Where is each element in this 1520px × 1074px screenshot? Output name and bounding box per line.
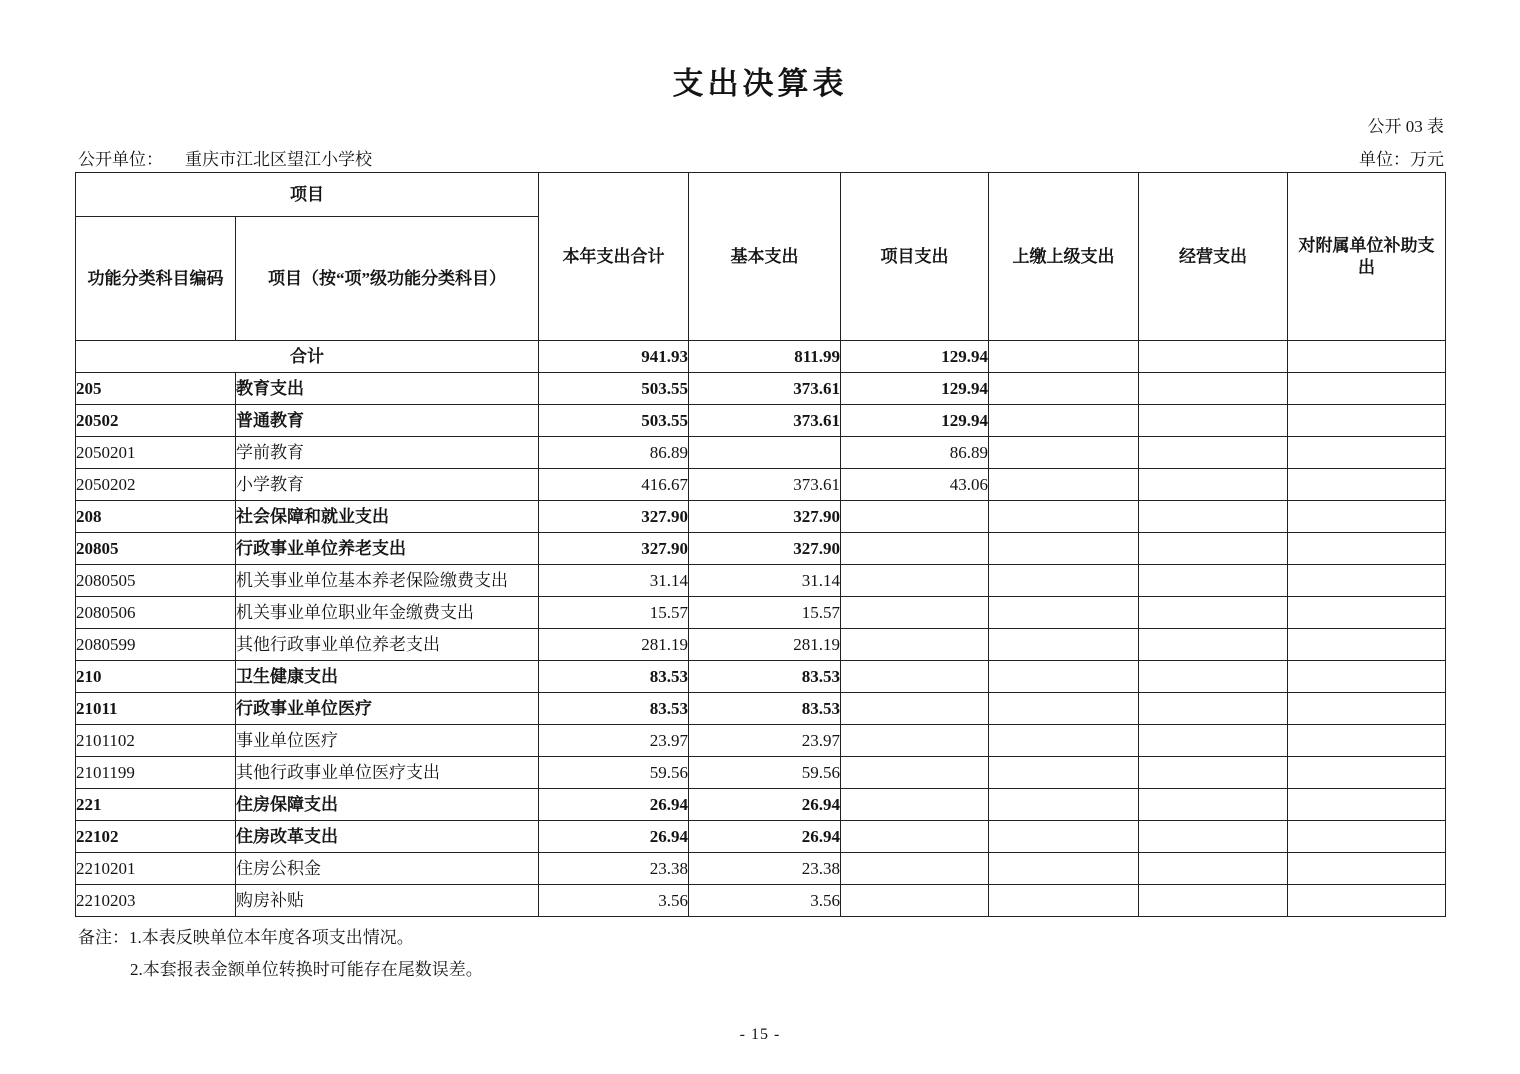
- row-value-cell: 327.90: [689, 501, 841, 533]
- note-line-1: 备注：1.本表反映单位本年度各项支出情况。: [78, 928, 414, 947]
- row-value-cell: 327.90: [539, 533, 689, 565]
- row-value-cell: [1139, 853, 1288, 885]
- row-value-cell: [1139, 757, 1288, 789]
- expenditure-table: [75, 172, 1446, 917]
- row-value-cell: [989, 405, 1139, 437]
- row-value-cell: 23.38: [689, 853, 841, 885]
- row-value-cell: [841, 693, 989, 725]
- row-value-cell: 15.57: [539, 597, 689, 629]
- header-col-name: 项目（按“项”级功能分类科目）: [236, 217, 539, 341]
- row-value-cell: [1139, 341, 1288, 373]
- row-value-cell: [1139, 693, 1288, 725]
- row-value-cell: 373.61: [689, 405, 841, 437]
- row-value-cell: 129.94: [841, 341, 989, 373]
- page-title: 支出决算表: [672, 66, 848, 101]
- row-item-name: 机关事业单位基本养老保险缴费支出: [236, 565, 539, 597]
- table-row: [76, 341, 1446, 373]
- row-value-cell: 503.55: [539, 373, 689, 405]
- row-value-cell: 26.94: [689, 821, 841, 853]
- row-code: 21011: [76, 693, 236, 725]
- row-value-cell: [1139, 437, 1288, 469]
- row-value-cell: 3.56: [539, 885, 689, 917]
- row-value-cell: 26.94: [689, 789, 841, 821]
- row-value-cell: 86.89: [539, 437, 689, 469]
- row-value-cell: [989, 885, 1139, 917]
- row-value-cell: [989, 341, 1139, 373]
- table-row: [76, 885, 1446, 917]
- table-row: [76, 693, 1446, 725]
- row-code: 22102: [76, 821, 236, 853]
- row-code: 2080506: [76, 597, 236, 629]
- row-value-cell: [989, 661, 1139, 693]
- table-row: [76, 629, 1446, 661]
- row-value-cell: [989, 565, 1139, 597]
- row-code: 2210203: [76, 885, 236, 917]
- row-value-cell: [1288, 437, 1446, 469]
- header-group-item: 项目: [76, 173, 539, 217]
- row-item-name: 住房公积金: [236, 853, 539, 885]
- row-value-cell: [1288, 853, 1446, 885]
- header-col-upper: 上缴上级支出: [989, 173, 1139, 341]
- row-value-cell: [1288, 341, 1446, 373]
- row-value-cell: [1288, 405, 1446, 437]
- row-value-cell: [841, 757, 989, 789]
- table-row: [76, 437, 1446, 469]
- row-code: 2101199: [76, 757, 236, 789]
- row-value-cell: 83.53: [689, 661, 841, 693]
- row-value-cell: 83.53: [689, 693, 841, 725]
- row-code: 2080599: [76, 629, 236, 661]
- row-item-name: 行政事业单位医疗: [236, 693, 539, 725]
- row-value-cell: [841, 821, 989, 853]
- row-value-cell: [841, 789, 989, 821]
- row-value-cell: [1139, 533, 1288, 565]
- row-value-cell: 327.90: [689, 533, 841, 565]
- row-value-cell: [989, 693, 1139, 725]
- row-value-cell: [689, 437, 841, 469]
- row-item-name: 小学教育: [236, 469, 539, 501]
- row-value-cell: [841, 597, 989, 629]
- row-value-cell: [989, 469, 1139, 501]
- publisher-line: [78, 145, 372, 170]
- row-value-cell: [989, 437, 1139, 469]
- header-col-subsidy: 对附属单位补助支出: [1288, 173, 1446, 341]
- header-col-total: 本年支出合计: [539, 173, 689, 341]
- row-value-cell: 327.90: [539, 501, 689, 533]
- row-value-cell: 811.99: [689, 341, 841, 373]
- row-item-name: 学前教育: [236, 437, 539, 469]
- row-value-cell: [989, 629, 1139, 661]
- row-item-name: 教育支出: [236, 373, 539, 405]
- table-row: [76, 405, 1446, 437]
- table-row: [76, 789, 1446, 821]
- row-code: 208: [76, 501, 236, 533]
- row-value-cell: [1139, 373, 1288, 405]
- row-value-cell: 26.94: [539, 789, 689, 821]
- row-value-cell: [841, 661, 989, 693]
- row-value-cell: 281.19: [689, 629, 841, 661]
- row-value-cell: [841, 501, 989, 533]
- row-value-cell: 86.89: [841, 437, 989, 469]
- table-row: [76, 565, 1446, 597]
- row-value-cell: [841, 853, 989, 885]
- row-value-cell: 503.55: [539, 405, 689, 437]
- row-value-cell: [1288, 469, 1446, 501]
- row-value-cell: [1288, 757, 1446, 789]
- row-value-cell: 23.97: [689, 725, 841, 757]
- row-value-cell: [1139, 405, 1288, 437]
- row-value-cell: [989, 533, 1139, 565]
- row-code: 2050202: [76, 469, 236, 501]
- row-item-name: 其他行政事业单位医疗支出: [236, 757, 539, 789]
- header-col-code: 功能分类科目编码: [76, 217, 236, 341]
- row-value-cell: [1288, 597, 1446, 629]
- row-value-cell: [1139, 725, 1288, 757]
- row-item-name: 机关事业单位职业年金缴费支出: [236, 597, 539, 629]
- row-item-name: 住房保障支出: [236, 789, 539, 821]
- table-row: [76, 501, 1446, 533]
- row-value-cell: [989, 501, 1139, 533]
- row-value-cell: [1139, 597, 1288, 629]
- row-value-cell: [1288, 885, 1446, 917]
- row-value-cell: [1139, 789, 1288, 821]
- table-row: [76, 853, 1446, 885]
- row-value-cell: 43.06: [841, 469, 989, 501]
- row-item-name: 住房改革支出: [236, 821, 539, 853]
- row-code: 2101102: [76, 725, 236, 757]
- header-col-basic: 基本支出: [689, 173, 841, 341]
- row-value-cell: [1139, 469, 1288, 501]
- row-item-name: 行政事业单位养老支出: [236, 533, 539, 565]
- row-value-cell: [1288, 565, 1446, 597]
- row-value-cell: 31.14: [539, 565, 689, 597]
- row-item-name: 事业单位医疗: [236, 725, 539, 757]
- publisher-label: 公开单位：: [78, 150, 163, 169]
- row-value-cell: [1288, 629, 1446, 661]
- row-value-cell: 26.94: [539, 821, 689, 853]
- row-value-cell: [1139, 629, 1288, 661]
- row-value-cell: [1288, 533, 1446, 565]
- row-value-cell: [1139, 821, 1288, 853]
- table-row: [76, 533, 1446, 565]
- row-value-cell: [1288, 501, 1446, 533]
- row-value-cell: 373.61: [689, 469, 841, 501]
- row-code: 205: [76, 373, 236, 405]
- row-item-name: 其他行政事业单位养老支出: [236, 629, 539, 661]
- row-value-cell: [1288, 661, 1446, 693]
- row-code: 2080505: [76, 565, 236, 597]
- row-value-cell: 15.57: [689, 597, 841, 629]
- row-value-cell: 83.53: [539, 661, 689, 693]
- unit-label: 单位：万元: [1359, 150, 1444, 169]
- row-value-cell: [989, 789, 1139, 821]
- row-value-cell: [1139, 565, 1288, 597]
- row-code: 210: [76, 661, 236, 693]
- row-value-cell: 23.97: [539, 725, 689, 757]
- row-value-cell: [1139, 661, 1288, 693]
- row-value-cell: 3.56: [689, 885, 841, 917]
- row-value-cell: 31.14: [689, 565, 841, 597]
- row-item-name: 社会保障和就业支出: [236, 501, 539, 533]
- row-value-cell: [1288, 693, 1446, 725]
- row-value-cell: 416.67: [539, 469, 689, 501]
- row-value-cell: [841, 565, 989, 597]
- row-value-cell: [1288, 373, 1446, 405]
- row-value-cell: [841, 533, 989, 565]
- row-code: 221: [76, 789, 236, 821]
- notes: [78, 922, 483, 986]
- row-item-name: 普通教育: [236, 405, 539, 437]
- table-row: [76, 661, 1446, 693]
- row-value-cell: [1288, 789, 1446, 821]
- table-row: [76, 757, 1446, 789]
- header-col-project: 项目支出: [841, 173, 989, 341]
- row-value-cell: 941.93: [539, 341, 689, 373]
- row-value-cell: [989, 597, 1139, 629]
- row-value-cell: [989, 373, 1139, 405]
- row-value-cell: 23.38: [539, 853, 689, 885]
- row-value-cell: [989, 757, 1139, 789]
- form-number-label: 公开 03 表: [1367, 117, 1444, 136]
- row-value-cell: [1139, 885, 1288, 917]
- table-row: [76, 725, 1446, 757]
- row-value-cell: [1288, 725, 1446, 757]
- table-row: [76, 373, 1446, 405]
- row-value-cell: 59.56: [539, 757, 689, 789]
- row-value-cell: 129.94: [841, 373, 989, 405]
- row-value-cell: [1139, 501, 1288, 533]
- table-row: [76, 821, 1446, 853]
- table-body: [76, 341, 1446, 917]
- row-value-cell: [841, 629, 989, 661]
- row-value-cell: [841, 725, 989, 757]
- table-row: [76, 469, 1446, 501]
- row-code: 2210201: [76, 853, 236, 885]
- header-col-operating: 经营支出: [1139, 173, 1288, 341]
- row-value-cell: 83.53: [539, 693, 689, 725]
- row-value-cell: 129.94: [841, 405, 989, 437]
- row-code: 2050201: [76, 437, 236, 469]
- row-value-cell: 373.61: [689, 373, 841, 405]
- row-value-cell: [989, 725, 1139, 757]
- row-value-cell: [989, 821, 1139, 853]
- row-item-name: 卫生健康支出: [236, 661, 539, 693]
- row-value-cell: [841, 885, 989, 917]
- row-value-cell: 281.19: [539, 629, 689, 661]
- meta-line: [78, 145, 1444, 170]
- row-value-cell: [1288, 821, 1446, 853]
- table-row: [76, 597, 1446, 629]
- row-code: 20805: [76, 533, 236, 565]
- note-line-2: 2.本套报表金额单位转换时可能存在尾数误差。: [130, 960, 483, 979]
- row-value-cell: 59.56: [689, 757, 841, 789]
- publisher-name: 重庆市江北区望江小学校: [185, 150, 372, 169]
- row-code: 20502: [76, 405, 236, 437]
- page-number: - 15 -: [739, 1026, 781, 1043]
- row-item-name: 购房补贴: [236, 885, 539, 917]
- row-value-cell: [989, 853, 1139, 885]
- row-total-label: 合计: [76, 341, 539, 373]
